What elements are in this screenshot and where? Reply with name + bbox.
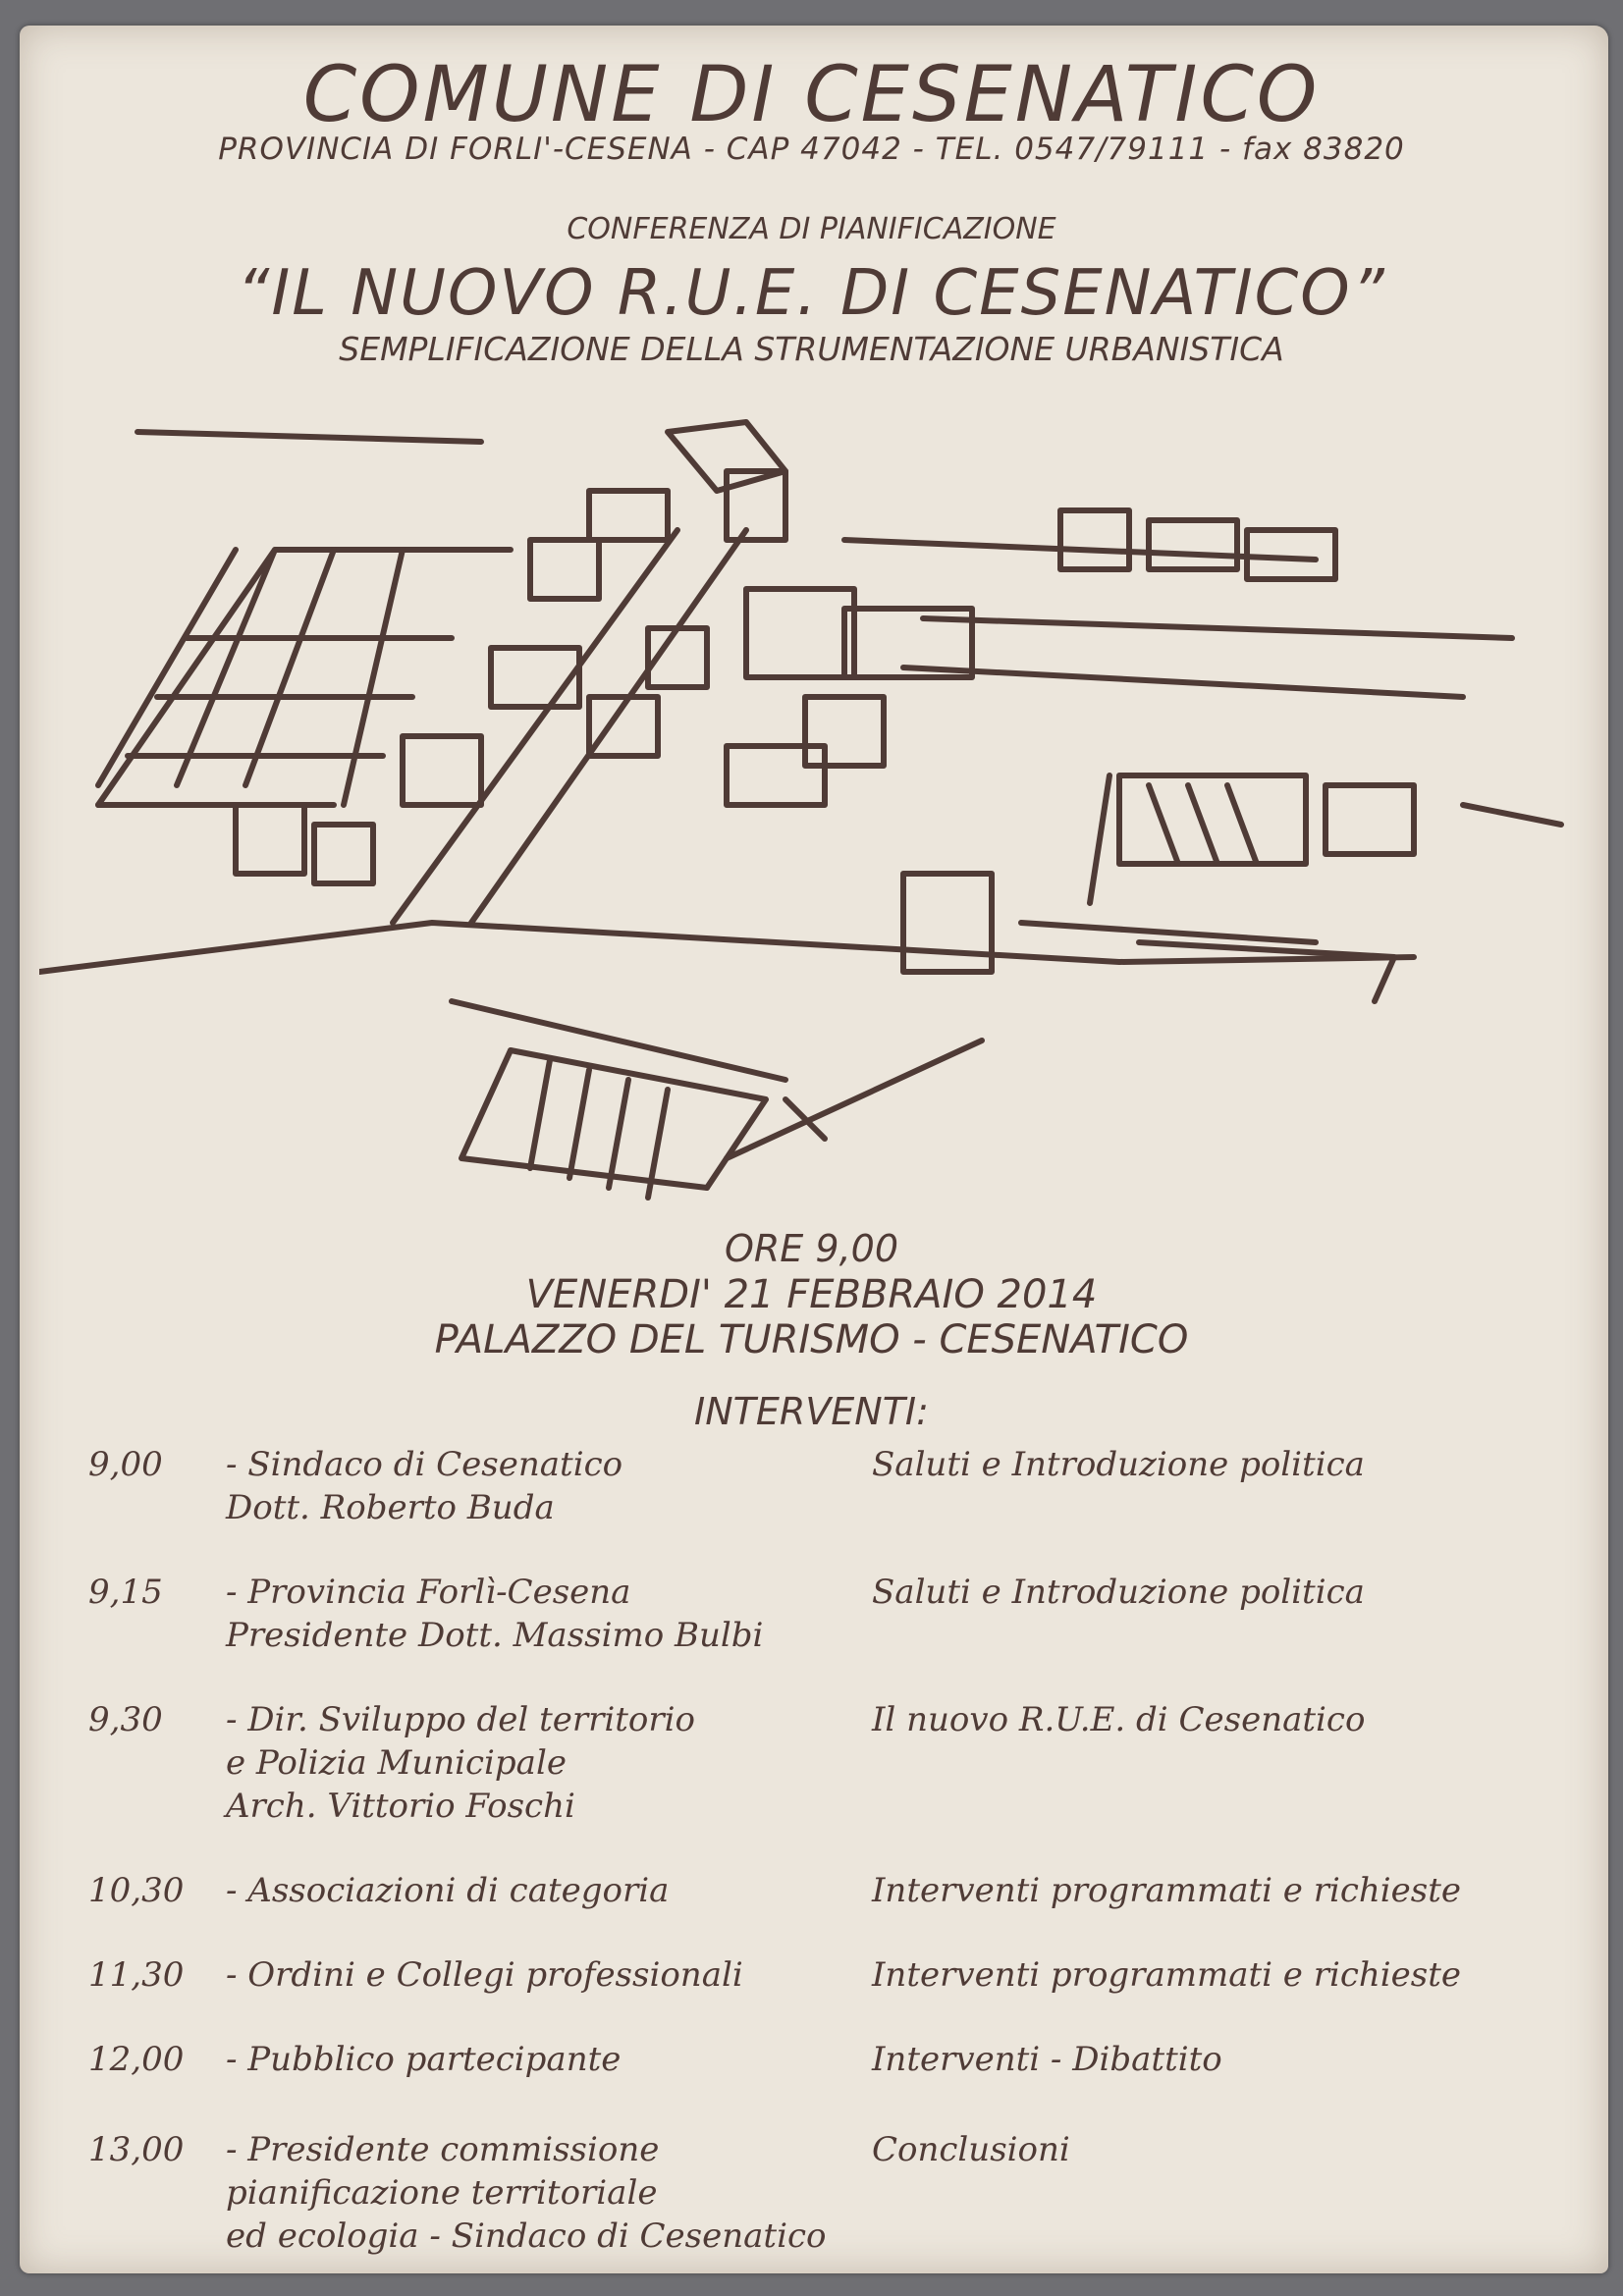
program-time: 9,30 bbox=[88, 1700, 163, 1739]
program-speaker: - Pubblico partecipante bbox=[226, 2040, 622, 2079]
program-time: 9,15 bbox=[88, 1573, 163, 1612]
program-time: 10,30 bbox=[88, 1871, 185, 1910]
program-topic: Saluti e Introduzione politica bbox=[872, 1445, 1365, 1484]
conference-label: CONFERENZA DI PIANIFICAZIONE bbox=[567, 212, 1056, 246]
conference-title: “IL NUOVO R.U.E. DI CESENATICO” bbox=[237, 257, 1386, 330]
program-time: 12,00 bbox=[88, 2040, 185, 2079]
event-time: ORE 9,00 bbox=[724, 1227, 898, 1270]
program-speaker: - Provincia Forlì-Cesena Presidente Dott. Massimo Bulbi bbox=[226, 1573, 764, 1655]
page-title: COMUNE DI CESENATICO bbox=[302, 51, 1321, 139]
program-speaker: - Dir. Sviluppo del territorio e Polizia Municipale Arch. Vittorio Foschi bbox=[226, 1700, 695, 1826]
program-topic: Saluti e Introduzione politica bbox=[872, 1573, 1365, 1612]
program-time: 13,00 bbox=[88, 2130, 185, 2169]
program-speaker: - Presidente commissione pianificazione territoriale ed ecologia - Sindaco di Cesenatico bbox=[226, 2130, 827, 2256]
program-time: 11,30 bbox=[88, 1955, 185, 1995]
program-topic: Interventi programmati e richieste bbox=[872, 1955, 1462, 1995]
conference-description: SEMPLIFICAZIONE DELLA STRUMENTAZIONE URBANISTICA bbox=[339, 330, 1284, 368]
program-time: 9,00 bbox=[88, 1445, 163, 1484]
event-date: VENERDI' 21 FEBBRAIO 2014 bbox=[525, 1272, 1098, 1317]
program-topic: Interventi programmati e richieste bbox=[872, 1871, 1462, 1910]
event-place: PALAZZO DEL TURISMO - CESENATICO bbox=[434, 1317, 1189, 1362]
program-topic: Interventi - Dibattito bbox=[872, 2040, 1222, 2079]
program-topic: Conclusioni bbox=[872, 2130, 1070, 2169]
interventi-heading: INTERVENTI: bbox=[694, 1390, 929, 1433]
town-sketch-illustration bbox=[39, 412, 1591, 1247]
program-speaker: - Associazioni di categoria bbox=[226, 1871, 670, 1910]
program-speaker: - Ordini e Collegi professionali bbox=[226, 1955, 743, 1995]
program-topic: Il nuovo R.U.E. di Cesenatico bbox=[872, 1700, 1366, 1739]
contact-line: PROVINCIA DI FORLI'-CESENA - CAP 47042 - TEL. 0547/79111 - fax 83820 bbox=[218, 132, 1405, 167]
program-speaker: - Sindaco di Cesenatico Dott. Roberto Buda bbox=[226, 1445, 623, 1527]
